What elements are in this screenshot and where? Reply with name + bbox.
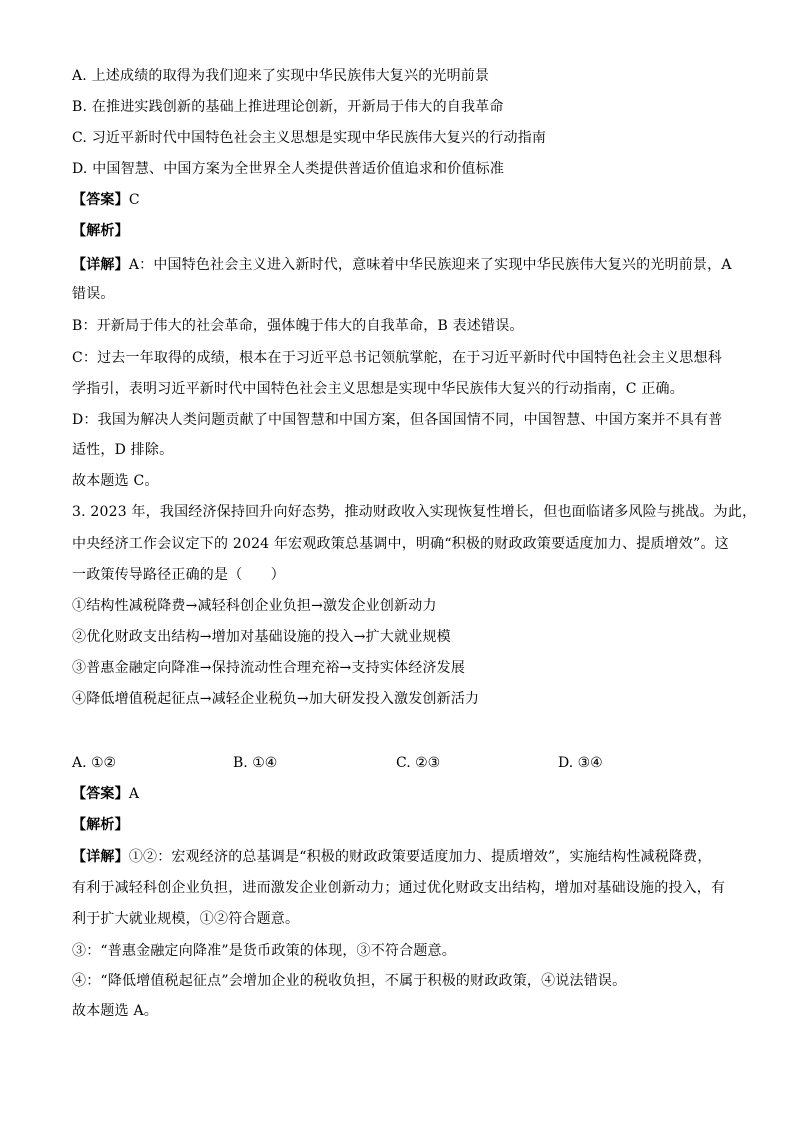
q2-analysis-tag: 【解析】 [72,223,129,239]
q2-detail-line: C：过去一年取得的成绩，根本在于习近平总书记领航掌舵，在于习近平新时代中国特色社会主义思想科 [72,350,722,366]
q3-stem-line: 3. 2023 年，我国经济保持回升向好态势，推动财政收入实现恢复性增长，但也面临诸多风险与挑战。为此， [72,504,757,520]
q2-detail-line: 错误。 [72,286,115,302]
q2-answer [72,191,140,209]
q3-item-4: ④降低增值税起征点→减轻企业税负→加大研发投入激发创新活力 [72,691,480,707]
q3-detail-line: 故本题选 A。 [72,1003,158,1019]
q2-detail-line: D：我国为解决人类问题贡献了中国智慧和中国方案，但各国国情不同，中国智慧、中国方案并不具有普 [72,412,723,428]
detail-text: ①②：宏观经济的总基调是“积极的财政政策要适度加力、提质增效”，实施结构性减税降费， [128,849,712,865]
q3-item-1: ①结构性减税降费→减轻科创企业负担→激发企业创新动力 [72,598,437,614]
answer-value: C [128,192,140,208]
q3-item-3: ③普惠金融定向降准→保持流动性合理充裕→支持实体经济发展 [72,660,466,676]
q3-stem-line: 一政策传导路径正确的是（ ） [72,567,285,583]
q3-choice-b: B. ①④ [233,755,278,771]
q3-answer [72,785,139,803]
q3-detail-line [72,848,712,866]
q3-detail-line: 有利于减轻科创企业负担，进而激发企业创新动力；通过优化财政支出结构，增加对基础设施的投入，有 [72,880,726,896]
q2-detail-line [72,256,732,274]
q3-item-2: ②优化财政支出结构→增加对基础设施的投入→扩大就业规模 [72,629,451,645]
detail-text: A：中国特色社会主义进入新时代，意味着中华民族迎来了实现中华民族伟大复兴的光明前景，A [128,257,732,273]
q3-detail-line: ③：“普惠金融定向降准”是货币政策的体现，③不符合题意。 [72,943,456,959]
q2-detail-line: 适性，D 排除。 [72,442,174,458]
q3-choice-c: C. ②③ [396,755,441,771]
q3-choice-d: D. ③④ [558,755,603,771]
answer-value: A [128,786,140,802]
q3-choice-a: A. ①② [72,755,117,771]
detail-tag: 【详解】 [72,257,129,273]
q3-analysis-tag: 【解析】 [72,817,129,833]
q2-detail-line: 故本题选 C。 [72,473,159,489]
q2-option-c: C. 习近平新时代中国特色社会主义思想是实现中华民族伟大复兴的行动指南 [72,130,547,146]
q2-option-b: B. 在推进实践创新的基础上推进理论创新，开新局于伟大的自我革命 [72,99,504,115]
answer-tag: 【答案】 [72,786,129,802]
q2-option-d: D. 中国智慧、中国方案为全世界全人类提供普适价值追求和价值标准 [72,161,505,177]
detail-tag: 【详解】 [72,849,129,865]
q3-detail-line: 利于扩大就业规模，①②符合题意。 [72,911,300,927]
q2-option-a: A. 上述成绩的取得为我们迎来了实现中华民族伟大复兴的光明前景 [72,68,490,84]
q3-detail-line: ④：“降低增值税起征点”会增加企业的税收负担，不属于积极的财政政策，④说法错误。 [72,973,627,989]
q3-stem-line: 中央经济工作会议定下的 2024 年宏观政策总基调中，明确“积极的财政政策要适度加力、提质增效”。这 [72,536,729,552]
q2-detail-line: B：开新局于伟大的社会革命，强体魄于伟大的自我革命，B 表述错误。 [72,318,524,334]
answer-tag: 【答案】 [72,192,129,208]
q2-detail-line: 学指引，表明习近平新时代中国特色社会主义思想是实现中华民族伟大复兴的行动指南，C 正确。 [72,381,684,397]
